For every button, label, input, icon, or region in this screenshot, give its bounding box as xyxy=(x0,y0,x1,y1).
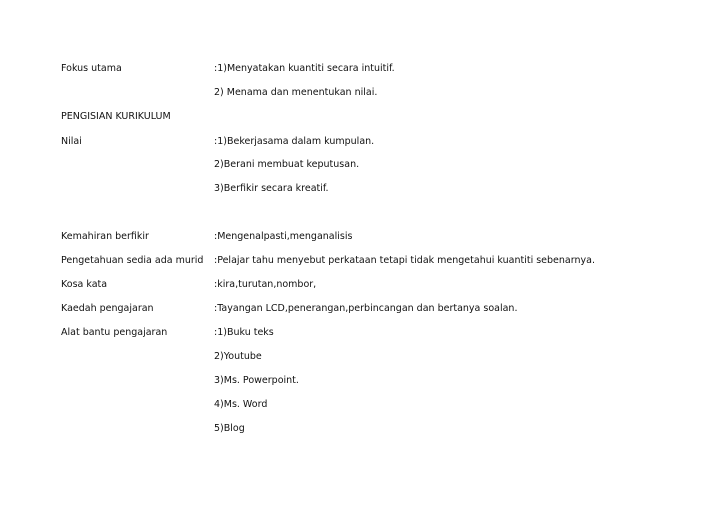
fokus-utama-value-2: 2) Menama dan menentukan nilai. xyxy=(214,87,378,98)
alat-bantu-value-5: 5)Blog xyxy=(214,423,245,434)
alat-bantu-value-2: 2)Youtube xyxy=(214,351,262,362)
kaedah-pengajaran-value: :Tayangan LCD,penerangan,perbincangan dan bertanya soalan. xyxy=(214,303,518,314)
kaedah-pengajaran-label: Kaedah pengajaran xyxy=(61,303,154,314)
alat-bantu-value-1: :1)Buku teks xyxy=(214,327,274,338)
alat-bantu-label: Alat bantu pengajaran xyxy=(61,327,168,338)
section-heading: PENGISIAN KURIKULUM xyxy=(61,111,171,122)
nilai-label: Nilai xyxy=(61,136,82,147)
kosa-kata-value: :kira,turutan,nombor, xyxy=(214,279,317,290)
alat-bantu-value-4: 4)Ms. Word xyxy=(214,399,268,410)
kosa-kata-label: Kosa kata xyxy=(61,279,108,290)
nilai-value-1: :1)Bekerjasama dalam kumpulan. xyxy=(214,136,375,147)
nilai-value-3: 3)Berfikir secara kreatif. xyxy=(214,183,329,194)
alat-bantu-value-3: 3)Ms. Powerpoint. xyxy=(214,375,299,386)
nilai-value-2: 2)Berani membuat keputusan. xyxy=(214,159,360,170)
kemahiran-berfikir-label: Kemahiran berfikir xyxy=(61,231,149,242)
kemahiran-berfikir-value: :Mengenalpasti,menganalisis xyxy=(214,231,353,242)
fokus-utama-value-1: :1)Menyatakan kuantiti secara intuitif. xyxy=(214,63,395,74)
fokus-utama-label: Fokus utama xyxy=(61,63,122,74)
pengetahuan-sedia-ada-value: :Pelajar tahu menyebut perkataan tetapi tidak mengetahui kuantiti sebenarnya. xyxy=(214,255,595,266)
pengetahuan-sedia-ada-label: Pengetahuan sedia ada murid xyxy=(61,255,204,266)
